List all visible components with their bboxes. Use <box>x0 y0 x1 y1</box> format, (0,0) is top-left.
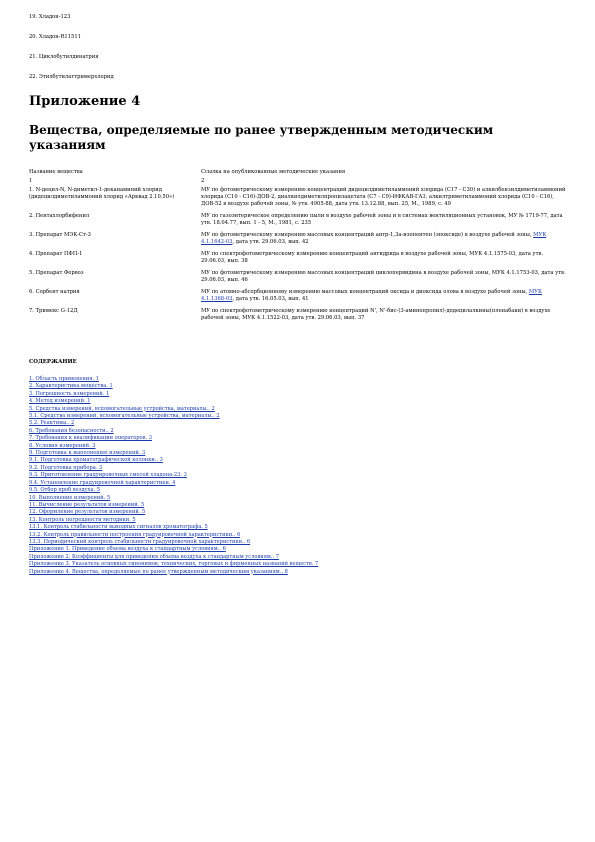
toc-link[interactable]: 13.2. Контроль правильности построения градуировочной характеристики.. 6 <box>29 531 241 538</box>
toc-heading: СОДЕРЖАНИЕ <box>29 359 77 365</box>
substance-name-cell: 5. Препарат Фервоз <box>29 270 84 276</box>
toc-link[interactable]: 5.1. Средства измерений, вспомогательные устройства, материалы.. 2 <box>29 413 220 420</box>
reference-cell <box>201 187 567 213</box>
table-number-row <box>29 178 567 187</box>
muk-link[interactable]: МУК 4.1.1368-03 <box>201 289 542 302</box>
toc-link[interactable]: 8. Условия измерений. 3 <box>29 442 96 449</box>
substance-name-cell: 7. Тримекс G-12Д <box>29 308 78 314</box>
table-row <box>29 232 567 251</box>
toc-link[interactable]: 10. Выполнение измерений. 5 <box>29 494 111 501</box>
substance-name-cell: 1. N-децил-N, N-диметил-1-деканаминий хлорид (дидецилдиметиламмоний хлорид «Арквад 2.10.50») <box>29 187 175 200</box>
toc-link[interactable]: 13.3. Периодический контроль стабильности градуировочной характеристики.. 6 <box>29 538 251 545</box>
toc-link[interactable]: Приложение 4. Вещества, определяемые по ранее утвержденным методическим указаниям.. 8 <box>29 568 288 575</box>
toc-link[interactable]: 4. Метод измерений. 1 <box>29 398 91 405</box>
table-header-row <box>29 169 567 178</box>
list-item: 20. Хладон-R11511 <box>29 34 81 40</box>
substance-name-cell: 2. Пентахлорбифенил <box>29 213 90 219</box>
table-row <box>29 289 567 308</box>
reference-text: МУ по спектрофотометрическому измерению концентраций N', N'-бис-(3-аминопропил)-додецилалкины(пленабаки) в воздухе рабочей зоны, МУК 4.1.1522-03, дата утв. 29.06.03, вып. 37 <box>201 308 551 321</box>
toc-link[interactable]: 9.5. Отбор проб воздуха. 5 <box>29 487 100 494</box>
reference-text-end: , дата утв. 29.06.03, вып. 42 <box>232 239 309 245</box>
reference-text: МУ по фотометрическому измерению массовых концентраций циклопервидина в воздухе рабочей зоны, МУК 4.1.1753-03, дата утв. 29.06.03, вып. 46 <box>201 270 566 283</box>
toc-link[interactable]: 5.2. Реактивы.. 2 <box>29 420 75 427</box>
column-header-name: Название вещества <box>29 169 83 175</box>
reference-text: МУ по газоэнтерическое определению пыли в воздухе рабочей зоны и в системах вентиляционных установок, МУ № 1719-77, дата утв. 18.04.77, вып. 1 - 5, М., 1981, с. 235 <box>201 213 563 226</box>
toc-link[interactable]: 2. Характеристика вещества. 1 <box>29 383 113 390</box>
table-of-contents <box>29 376 569 576</box>
substances-table <box>29 169 567 327</box>
toc-link[interactable]: 11. Вычисление результатов измерений. 5 <box>29 501 145 508</box>
toc-link[interactable]: 9. Подготовка к выполнению измерений. 3 <box>29 450 146 457</box>
toc-link[interactable]: 7. Требования к квалификации операторов. 3 <box>29 435 152 442</box>
appendix-title: Приложение 4 <box>29 94 141 109</box>
toc-link[interactable]: 5. Средства измерений, вспомогательные устройства, материалы.. 2 <box>29 405 215 412</box>
toc-link[interactable]: 3. Погрешность измерений. 1 <box>29 390 110 397</box>
toc-link[interactable]: 9.1. Подготовка хроматографической колонки.. 3 <box>29 457 163 464</box>
reference-cell <box>201 289 567 308</box>
section-title: Вещества, определяемые по ранее утвержденным методическим указаниям <box>29 123 494 152</box>
toc-link[interactable]: 1. Область применения. 1 <box>29 376 99 382</box>
reference-cell <box>201 251 567 270</box>
toc-link[interactable]: Приложение 3. Указатель основных синонимов, технических, торговых и фирменных названий веществ. 7 <box>29 561 319 568</box>
reference-cell <box>201 232 567 251</box>
table-row <box>29 308 567 327</box>
reference-text: МУ по фотометрическому измерению концентраций дидецилдиметиламмоний хлорида (С17 - С30) и алкилбензилдиметиламмоний хлорида (С10 - С16)-ДОВ-2, диалкилдиметилпропилацетата (С7 - С9)-ИФКАВ-ГАЗ, алкилтриметиламмоний хлорида (С10 - С16), ДОВ-52 в воздухе рабочей зоны, № утв. 4905-88, дата утв. 13.12.88, вып. 25, М., 1989, с. 49 <box>201 187 566 207</box>
list-item: 19. Хладон-123 <box>29 14 71 20</box>
toc-link[interactable]: Приложение 1. Приведение объема воздуха к стандартным условиям.. 6 <box>29 546 226 553</box>
muk-link[interactable]: МУК 4.1.1642-03 <box>201 232 547 245</box>
column-number-1: 1 <box>29 178 33 184</box>
document-page <box>29 14 569 576</box>
toc-link[interactable]: 9.4. Установление градуировочной характеристики. 4 <box>29 479 176 486</box>
table-row <box>29 187 567 213</box>
toc-link[interactable]: 9.2. Подготовка прибора. 3 <box>29 464 103 471</box>
table-row <box>29 213 567 232</box>
reference-text: МУ по атомно-абсорбционному измерению массовых концентраций оксида и диоксида олова в воздухе рабочей зоны, <box>201 289 529 295</box>
reference-text-end: , дата утв. 16.05.03, вып. 41 <box>232 296 309 302</box>
reference-cell <box>201 213 567 232</box>
substance-name-cell: 4. Препарат ПФП-1 <box>29 251 83 257</box>
toc-link[interactable]: 12. Оформление результатов измерений. 5 <box>29 509 146 516</box>
substance-list <box>29 14 569 81</box>
reference-cell <box>201 270 567 289</box>
substance-name-cell: 6. Сорбент натрия <box>29 289 80 295</box>
table-row <box>29 251 567 270</box>
reference-text: МУ по спектрофотометрическому измерению концентраций ангидрида в воздухе рабочей зоны, МУК 4.1.1575-03, дата утв. 29.06.03, вып. 38 <box>201 251 544 264</box>
reference-cell <box>201 308 567 327</box>
column-header-reference: Ссылка на опубликованные методические указания <box>201 169 346 175</box>
column-number-2: 2 <box>201 178 205 184</box>
substance-name-cell: 3. Препарат МЭК-Ст-3 <box>29 232 91 238</box>
toc-link[interactable]: Приложение 2. Коэффициенты для приведения объема воздуха к стандартным условиям.. 7 <box>29 553 279 560</box>
toc-link[interactable]: 13.1. Контроль стабильности выходных сигналов хроматографа. 5 <box>29 524 208 531</box>
list-item: 22. Этилбутилаттримерхлорид <box>29 74 114 80</box>
list-item: 21. Циклобутилдинатрия <box>29 54 99 60</box>
table-row <box>29 270 567 289</box>
toc-link[interactable]: 6. Требования безопасности.. 2 <box>29 427 114 434</box>
toc-link[interactable]: 9.3. Приготовление градуировочных смесей хладона-23. 3 <box>29 472 187 479</box>
reference-text: МУ по фотометрическому измерению массовых концентраций ангр-1,3а-изопентен (эпоксиде) в воздухе рабочей зоны, <box>201 232 534 238</box>
toc-link[interactable]: 13. Контроль погрешности методики. 5 <box>29 516 136 523</box>
